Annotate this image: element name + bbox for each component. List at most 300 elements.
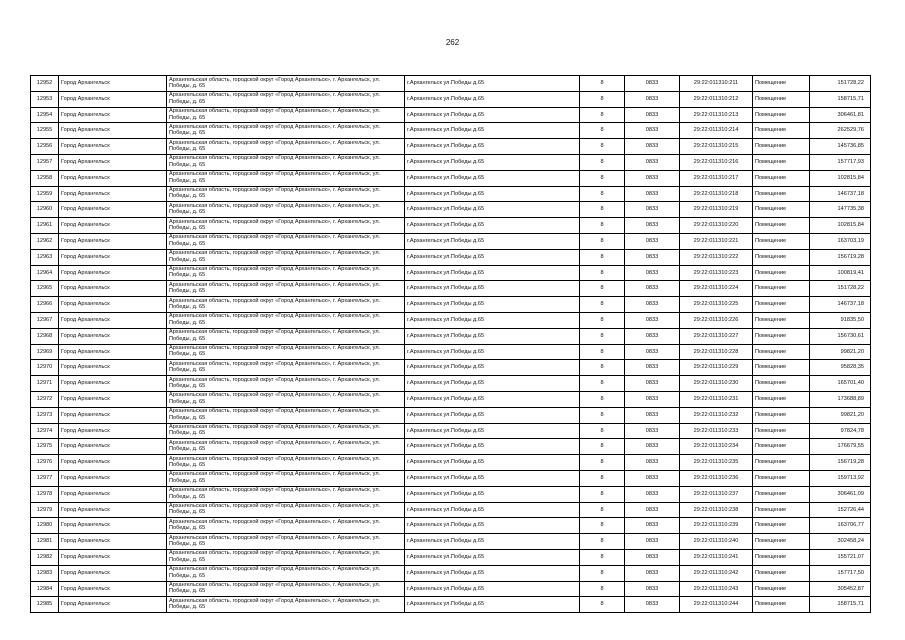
city-cell: Город Архангельск xyxy=(59,249,167,265)
row-number-cell: 12983 xyxy=(31,565,59,581)
cadastral-value-cell: 173688,89 xyxy=(810,391,871,407)
cadastral-number-cell: 29:22:011310:219 xyxy=(680,202,753,218)
code-cell: 0833 xyxy=(625,549,680,565)
short-address-cell: г.Архангельск ул.Победы д.65 xyxy=(405,518,580,534)
row-number-cell: 12957 xyxy=(31,154,59,170)
city-cell: Город Архангельск xyxy=(59,455,167,471)
cadastral-number-cell: 29:22:011310:234 xyxy=(680,439,753,455)
cadastral-number-cell: 29:22:011310:221 xyxy=(680,233,753,249)
cadastral-value-cell: 163703,19 xyxy=(810,233,871,249)
city-cell: Город Архангельск xyxy=(59,502,167,518)
table-row xyxy=(31,76,871,92)
floor-cell: 8 xyxy=(580,597,625,613)
cadastral-number-cell: 29:22:011310:226 xyxy=(680,312,753,328)
cadastral-value-cell: 152726,44 xyxy=(810,502,871,518)
row-number-cell: 12960 xyxy=(31,202,59,218)
cadastral-value-cell: 146737,18 xyxy=(810,186,871,202)
floor-cell: 8 xyxy=(580,107,625,123)
short-address-cell: г.Архангельск ул.Победы д.65 xyxy=(405,218,580,234)
city-cell: Город Архангельск xyxy=(59,107,167,123)
code-cell: 0833 xyxy=(625,107,680,123)
full-address-cell: Архангельская область, городской округ «Город Архангельск», г. Архангельск, ул. Победы, д. 65 xyxy=(167,423,405,439)
short-address-cell: г.Архангельск ул.Победы д.65 xyxy=(405,502,580,518)
city-cell: Город Архангельск xyxy=(59,391,167,407)
row-number-cell: 12969 xyxy=(31,344,59,360)
row-number-cell: 12975 xyxy=(31,439,59,455)
floor-cell: 8 xyxy=(580,123,625,139)
table-row xyxy=(31,407,871,423)
full-address-cell: Архангельская область, городской округ «Город Архангельск», г. Архангельск, ул. Победы, д. 65 xyxy=(167,391,405,407)
full-address-cell: Архангельская область, городской округ «Город Архангельск», г. Архангельск, ул. Победы, д. 65 xyxy=(167,407,405,423)
cadastral-number-cell: 29:22:011310:230 xyxy=(680,376,753,392)
code-cell: 0833 xyxy=(625,139,680,155)
row-number-cell: 12979 xyxy=(31,502,59,518)
full-address-cell: Архангельская область, городской округ «Город Архангельск», г. Архангельск, ул. Победы, д. 65 xyxy=(167,170,405,186)
cadastral-number-cell: 29:22:011310:227 xyxy=(680,328,753,344)
cadastral-value-cell: 145736,85 xyxy=(810,139,871,155)
table-row xyxy=(31,154,871,170)
city-cell: Город Архангельск xyxy=(59,470,167,486)
full-address-cell: Архангельская область, городской округ «Город Архангельск», г. Архангельск, ул. Победы, д. 65 xyxy=(167,312,405,328)
floor-cell: 8 xyxy=(580,154,625,170)
cadastral-number-cell: 29:22:011310:218 xyxy=(680,186,753,202)
table-row xyxy=(31,502,871,518)
full-address-cell: Архангельская область, городской округ «Город Архангельск», г. Архангельск, ул. Победы, д. 65 xyxy=(167,549,405,565)
city-cell: Город Архангельск xyxy=(59,233,167,249)
cadastral-value-cell: 156719,28 xyxy=(810,249,871,265)
cadastral-value-cell: 159713,92 xyxy=(810,470,871,486)
code-cell: 0833 xyxy=(625,344,680,360)
code-cell: 0833 xyxy=(625,597,680,613)
row-number-cell: 12982 xyxy=(31,549,59,565)
table-row xyxy=(31,455,871,471)
floor-cell: 8 xyxy=(580,391,625,407)
cadastral-value-cell: 156730,61 xyxy=(810,328,871,344)
short-address-cell: г.Архангельск ул.Победы д.65 xyxy=(405,202,580,218)
floor-cell: 8 xyxy=(580,518,625,534)
table-row xyxy=(31,344,871,360)
object-type-cell: Помещение xyxy=(753,581,810,597)
floor-cell: 8 xyxy=(580,455,625,471)
code-cell: 0833 xyxy=(625,186,680,202)
short-address-cell: г.Архангельск ул.Победы д.65 xyxy=(405,123,580,139)
floor-cell: 8 xyxy=(580,407,625,423)
cadastral-number-cell: 29:22:011310:220 xyxy=(680,218,753,234)
table-row xyxy=(31,597,871,613)
table-row xyxy=(31,439,871,455)
city-cell: Город Архангельск xyxy=(59,91,167,107)
row-number-cell: 12970 xyxy=(31,360,59,376)
cadastral-number-cell: 29:22:011310:239 xyxy=(680,518,753,534)
cadastral-value-cell: 95828,35 xyxy=(810,360,871,376)
city-cell: Город Архангельск xyxy=(59,76,167,92)
object-type-cell: Помещение xyxy=(753,218,810,234)
floor-cell: 8 xyxy=(580,312,625,328)
row-number-cell: 12974 xyxy=(31,423,59,439)
cadastral-number-cell: 29:22:011310:217 xyxy=(680,170,753,186)
city-cell: Город Архангельск xyxy=(59,407,167,423)
cadastral-number-cell: 29:22:011310:240 xyxy=(680,534,753,550)
table-row xyxy=(31,170,871,186)
table-row xyxy=(31,297,871,313)
short-address-cell: г.Архангельск ул.Победы д.65 xyxy=(405,597,580,613)
cadastral-value-cell: 146737,18 xyxy=(810,297,871,313)
object-type-cell: Помещение xyxy=(753,439,810,455)
code-cell: 0833 xyxy=(625,202,680,218)
row-number-cell: 12981 xyxy=(31,534,59,550)
object-type-cell: Помещение xyxy=(753,486,810,502)
code-cell: 0833 xyxy=(625,455,680,471)
short-address-cell: г.Архангельск ул.Победы д.65 xyxy=(405,455,580,471)
object-type-cell: Помещение xyxy=(753,391,810,407)
short-address-cell: г.Архангельск ул.Победы д.65 xyxy=(405,391,580,407)
page-number: 262 xyxy=(445,38,460,47)
object-type-cell: Помещение xyxy=(753,170,810,186)
table-row xyxy=(31,312,871,328)
cadastral-number-cell: 29:22:011310:225 xyxy=(680,297,753,313)
full-address-cell: Архангельская область, городской округ «Город Архангельск», г. Архангельск, ул. Победы, д. 65 xyxy=(167,486,405,502)
table-row xyxy=(31,123,871,139)
object-type-cell: Помещение xyxy=(753,123,810,139)
cadastral-value-cell: 262529,76 xyxy=(810,123,871,139)
city-cell: Город Архангельск xyxy=(59,376,167,392)
floor-cell: 8 xyxy=(580,76,625,92)
table-row xyxy=(31,139,871,155)
full-address-cell: Архангельская область, городской округ «Город Архангельск», г. Архангельск, ул. Победы, д. 65 xyxy=(167,186,405,202)
city-cell: Город Архангельск xyxy=(59,486,167,502)
floor-cell: 8 xyxy=(580,281,625,297)
object-type-cell: Помещение xyxy=(753,502,810,518)
city-cell: Город Архангельск xyxy=(59,439,167,455)
table-row xyxy=(31,549,871,565)
object-type-cell: Помещение xyxy=(753,328,810,344)
code-cell: 0833 xyxy=(625,154,680,170)
short-address-cell: г.Архангельск ул.Победы д.65 xyxy=(405,265,580,281)
city-cell: Город Архангельск xyxy=(59,344,167,360)
floor-cell: 8 xyxy=(580,139,625,155)
city-cell: Город Архангельск xyxy=(59,265,167,281)
cadastral-value-cell: 306461,81 xyxy=(810,107,871,123)
full-address-cell: Архангельская область, городской округ «Город Архангельск», г. Архангельск, ул. Победы, д. 65 xyxy=(167,91,405,107)
row-number-cell: 12985 xyxy=(31,597,59,613)
cadastral-value-cell: 99821,20 xyxy=(810,344,871,360)
code-cell: 0833 xyxy=(625,312,680,328)
row-number-cell: 12977 xyxy=(31,470,59,486)
cadastral-number-cell: 29:22:011310:228 xyxy=(680,344,753,360)
cadastral-value-cell: 97824,78 xyxy=(810,423,871,439)
floor-cell: 8 xyxy=(580,549,625,565)
code-cell: 0833 xyxy=(625,534,680,550)
property-registry-table xyxy=(30,75,871,613)
cadastral-value-cell: 305452,87 xyxy=(810,581,871,597)
row-number-cell: 12973 xyxy=(31,407,59,423)
row-number-cell: 12952 xyxy=(31,76,59,92)
short-address-cell: г.Архангельск ул.Победы д.65 xyxy=(405,407,580,423)
full-address-cell: Архангельская область, городской округ «Город Архангельск», г. Архангельск, ул. Победы, д. 65 xyxy=(167,565,405,581)
object-type-cell: Помещение xyxy=(753,249,810,265)
code-cell: 0833 xyxy=(625,486,680,502)
table-row xyxy=(31,186,871,202)
object-type-cell: Помещение xyxy=(753,233,810,249)
city-cell: Город Архангельск xyxy=(59,218,167,234)
row-number-cell: 12984 xyxy=(31,581,59,597)
code-cell: 0833 xyxy=(625,391,680,407)
table-row xyxy=(31,360,871,376)
cadastral-number-cell: 29:22:011310:238 xyxy=(680,502,753,518)
full-address-cell: Архангельская область, городской округ «Город Архангельск», г. Архангельск, ул. Победы, д. 65 xyxy=(167,107,405,123)
full-address-cell: Архангельская область, городской округ «Город Архангельск», г. Архангельск, ул. Победы, д. 65 xyxy=(167,76,405,92)
city-cell: Город Архангельск xyxy=(59,170,167,186)
city-cell: Город Архангельск xyxy=(59,423,167,439)
full-address-cell: Архангельская область, городской округ «Город Архангельск», г. Архангельск, ул. Победы, д. 65 xyxy=(167,265,405,281)
cadastral-value-cell: 102815,84 xyxy=(810,218,871,234)
code-cell: 0833 xyxy=(625,265,680,281)
city-cell: Город Архангельск xyxy=(59,581,167,597)
code-cell: 0833 xyxy=(625,376,680,392)
short-address-cell: г.Архангельск ул.Победы д.65 xyxy=(405,154,580,170)
object-type-cell: Помещение xyxy=(753,281,810,297)
full-address-cell: Архангельская область, городской округ «Город Архангельск», г. Архангельск, ул. Победы, д. 65 xyxy=(167,154,405,170)
short-address-cell: г.Архангельск ул.Победы д.65 xyxy=(405,297,580,313)
code-cell: 0833 xyxy=(625,233,680,249)
cadastral-value-cell: 102815,84 xyxy=(810,170,871,186)
cadastral-value-cell: 163706,77 xyxy=(810,518,871,534)
cadastral-value-cell: 91835,50 xyxy=(810,312,871,328)
object-type-cell: Помещение xyxy=(753,565,810,581)
short-address-cell: г.Архангельск ул.Победы д.65 xyxy=(405,534,580,550)
object-type-cell: Помещение xyxy=(753,423,810,439)
table-row xyxy=(31,376,871,392)
cadastral-number-cell: 29:22:011310:236 xyxy=(680,470,753,486)
short-address-cell: г.Архангельск ул.Победы д.65 xyxy=(405,486,580,502)
object-type-cell: Помещение xyxy=(753,470,810,486)
floor-cell: 8 xyxy=(580,423,625,439)
table-row xyxy=(31,518,871,534)
cadastral-number-cell: 29:22:011310:223 xyxy=(680,265,753,281)
short-address-cell: г.Архангельск ул.Победы д.65 xyxy=(405,107,580,123)
cadastral-number-cell: 29:22:011310:235 xyxy=(680,455,753,471)
cadastral-value-cell: 165701,40 xyxy=(810,376,871,392)
full-address-cell: Архангельская область, городской округ «Город Архангельск», г. Архангельск, ул. Победы, д. 65 xyxy=(167,455,405,471)
row-number-cell: 12963 xyxy=(31,249,59,265)
row-number-cell: 12954 xyxy=(31,107,59,123)
cadastral-value-cell: 151728,22 xyxy=(810,76,871,92)
code-cell: 0833 xyxy=(625,423,680,439)
cadastral-number-cell: 29:22:011310:224 xyxy=(680,281,753,297)
full-address-cell: Архангельская область, городской округ «Город Архангельск», г. Архангельск, ул. Победы, д. 65 xyxy=(167,139,405,155)
cadastral-number-cell: 29:22:011310:212 xyxy=(680,91,753,107)
short-address-cell: г.Архангельск ул.Победы д.65 xyxy=(405,549,580,565)
code-cell: 0833 xyxy=(625,91,680,107)
full-address-cell: Архангельская область, городской округ «Город Архангельск», г. Архангельск, ул. Победы, д. 65 xyxy=(167,249,405,265)
object-type-cell: Помещение xyxy=(753,265,810,281)
table-row xyxy=(31,470,871,486)
table-row xyxy=(31,218,871,234)
cadastral-number-cell: 29:22:011310:229 xyxy=(680,360,753,376)
floor-cell: 8 xyxy=(580,186,625,202)
cadastral-number-cell: 29:22:011310:237 xyxy=(680,486,753,502)
cadastral-number-cell: 29:22:011310:233 xyxy=(680,423,753,439)
full-address-cell: Архангельская область, городской округ «Город Архангельск», г. Архангельск, ул. Победы, д. 65 xyxy=(167,534,405,550)
row-number-cell: 12978 xyxy=(31,486,59,502)
short-address-cell: г.Архангельск ул.Победы д.65 xyxy=(405,581,580,597)
cadastral-value-cell: 158715,71 xyxy=(810,597,871,613)
short-address-cell: г.Архангельск ул.Победы д.65 xyxy=(405,76,580,92)
cadastral-value-cell: 157717,93 xyxy=(810,154,871,170)
row-number-cell: 12962 xyxy=(31,233,59,249)
full-address-cell: Архангельская область, городской округ «Город Архангельск», г. Архангельск, ул. Победы, д. 65 xyxy=(167,502,405,518)
floor-cell: 8 xyxy=(580,344,625,360)
table-row xyxy=(31,328,871,344)
city-cell: Город Архангельск xyxy=(59,281,167,297)
short-address-cell: г.Архангельск ул.Победы д.65 xyxy=(405,91,580,107)
object-type-cell: Помещение xyxy=(753,455,810,471)
full-address-cell: Архангельская область, городской округ «Город Архангельск», г. Архангельск, ул. Победы, д. 65 xyxy=(167,123,405,139)
floor-cell: 8 xyxy=(580,265,625,281)
floor-cell: 8 xyxy=(580,581,625,597)
cadastral-number-cell: 29:22:011310:231 xyxy=(680,391,753,407)
object-type-cell: Помещение xyxy=(753,202,810,218)
cadastral-value-cell: 158715,71 xyxy=(810,91,871,107)
full-address-cell: Архангельская область, городской округ «Город Архангельск», г. Архангельск, ул. Победы, д. 65 xyxy=(167,360,405,376)
short-address-cell: г.Архангельск ул.Победы д.65 xyxy=(405,139,580,155)
short-address-cell: г.Архангельск ул.Победы д.65 xyxy=(405,360,580,376)
cadastral-value-cell: 155721,07 xyxy=(810,549,871,565)
cadastral-value-cell: 176679,55 xyxy=(810,439,871,455)
object-type-cell: Помещение xyxy=(753,154,810,170)
floor-cell: 8 xyxy=(580,534,625,550)
table-body xyxy=(31,76,871,613)
row-number-cell: 12968 xyxy=(31,328,59,344)
object-type-cell: Помещение xyxy=(753,518,810,534)
short-address-cell: г.Архангельск ул.Победы д.65 xyxy=(405,423,580,439)
full-address-cell: Архангельская область, городской округ «Город Архангельск», г. Архангельск, ул. Победы, д. 65 xyxy=(167,281,405,297)
row-number-cell: 12966 xyxy=(31,297,59,313)
code-cell: 0833 xyxy=(625,170,680,186)
code-cell: 0833 xyxy=(625,502,680,518)
object-type-cell: Помещение xyxy=(753,360,810,376)
code-cell: 0833 xyxy=(625,439,680,455)
cadastral-number-cell: 29:22:011310:241 xyxy=(680,549,753,565)
short-address-cell: г.Архангельск ул.Победы д.65 xyxy=(405,186,580,202)
cadastral-number-cell: 29:22:011310:243 xyxy=(680,581,753,597)
city-cell: Город Архангельск xyxy=(59,186,167,202)
full-address-cell: Архангельская область, городской округ «Город Архангельск», г. Архангельск, ул. Победы, д. 65 xyxy=(167,376,405,392)
object-type-cell: Помещение xyxy=(753,91,810,107)
row-number-cell: 12971 xyxy=(31,376,59,392)
table-row xyxy=(31,281,871,297)
full-address-cell: Архангельская область, городской округ «Город Архангельск», г. Архангельск, ул. Победы, д. 65 xyxy=(167,439,405,455)
table-row xyxy=(31,249,871,265)
table-row xyxy=(31,423,871,439)
object-type-cell: Помещение xyxy=(753,344,810,360)
cadastral-value-cell: 151728,22 xyxy=(810,281,871,297)
code-cell: 0833 xyxy=(625,470,680,486)
short-address-cell: г.Архангельск ул.Победы д.65 xyxy=(405,439,580,455)
short-address-cell: г.Архангельск ул.Победы д.65 xyxy=(405,565,580,581)
code-cell: 0833 xyxy=(625,218,680,234)
floor-cell: 8 xyxy=(580,91,625,107)
object-type-cell: Помещение xyxy=(753,297,810,313)
floor-cell: 8 xyxy=(580,249,625,265)
code-cell: 0833 xyxy=(625,360,680,376)
floor-cell: 8 xyxy=(580,470,625,486)
cadastral-number-cell: 29:22:011310:216 xyxy=(680,154,753,170)
cadastral-number-cell: 29:22:011310:214 xyxy=(680,123,753,139)
row-number-cell: 12955 xyxy=(31,123,59,139)
short-address-cell: г.Архангельск ул.Победы д.65 xyxy=(405,376,580,392)
object-type-cell: Помещение xyxy=(753,139,810,155)
table-row xyxy=(31,391,871,407)
object-type-cell: Помещение xyxy=(753,376,810,392)
full-address-cell: Архангельская область, городской округ «Город Архангельск», г. Архангельск, ул. Победы, д. 65 xyxy=(167,344,405,360)
floor-cell: 8 xyxy=(580,376,625,392)
floor-cell: 8 xyxy=(580,439,625,455)
city-cell: Город Архангельск xyxy=(59,518,167,534)
row-number-cell: 12958 xyxy=(31,170,59,186)
floor-cell: 8 xyxy=(580,502,625,518)
code-cell: 0833 xyxy=(625,76,680,92)
row-number-cell: 12972 xyxy=(31,391,59,407)
floor-cell: 8 xyxy=(580,218,625,234)
full-address-cell: Архангельская область, городской округ «Город Архангельск», г. Архангельск, ул. Победы, д. 65 xyxy=(167,233,405,249)
code-cell: 0833 xyxy=(625,407,680,423)
full-address-cell: Архангельская область, городской округ «Город Архангельск», г. Архангельск, ул. Победы, д. 65 xyxy=(167,518,405,534)
cadastral-number-cell: 29:22:011310:222 xyxy=(680,249,753,265)
short-address-cell: г.Архангельск ул.Победы д.65 xyxy=(405,233,580,249)
row-number-cell: 12953 xyxy=(31,91,59,107)
short-address-cell: г.Архангельск ул.Победы д.65 xyxy=(405,249,580,265)
object-type-cell: Помещение xyxy=(753,597,810,613)
table-row xyxy=(31,233,871,249)
object-type-cell: Помещение xyxy=(753,107,810,123)
city-cell: Город Архангельск xyxy=(59,565,167,581)
cadastral-number-cell: 29:22:011310:211 xyxy=(680,76,753,92)
floor-cell: 8 xyxy=(580,297,625,313)
city-cell: Город Архангельск xyxy=(59,360,167,376)
code-cell: 0833 xyxy=(625,565,680,581)
row-number-cell: 12964 xyxy=(31,265,59,281)
row-number-cell: 12980 xyxy=(31,518,59,534)
full-address-cell: Архангельская область, городской округ «Город Архангельск», г. Архангельск, ул. Победы, д. 65 xyxy=(167,297,405,313)
cadastral-number-cell: 29:22:011310:215 xyxy=(680,139,753,155)
table-row xyxy=(31,581,871,597)
floor-cell: 8 xyxy=(580,486,625,502)
row-number-cell: 12976 xyxy=(31,455,59,471)
cadastral-value-cell: 99821,20 xyxy=(810,407,871,423)
short-address-cell: г.Архангельск ул.Победы д.65 xyxy=(405,344,580,360)
table-row xyxy=(31,265,871,281)
object-type-cell: Помещение xyxy=(753,76,810,92)
code-cell: 0833 xyxy=(625,123,680,139)
row-number-cell: 12956 xyxy=(31,139,59,155)
cadastral-number-cell: 29:22:011310:213 xyxy=(680,107,753,123)
object-type-cell: Помещение xyxy=(753,407,810,423)
object-type-cell: Помещение xyxy=(753,312,810,328)
city-cell: Город Архангельск xyxy=(59,123,167,139)
city-cell: Город Архангельск xyxy=(59,549,167,565)
code-cell: 0833 xyxy=(625,297,680,313)
table-row xyxy=(31,107,871,123)
full-address-cell: Архангельская область, городской округ «Город Архангельск», г. Архангельск, ул. Победы, д. 65 xyxy=(167,328,405,344)
cadastral-number-cell: 29:22:011310:232 xyxy=(680,407,753,423)
cadastral-number-cell: 29:22:011310:242 xyxy=(680,565,753,581)
floor-cell: 8 xyxy=(580,233,625,249)
cadastral-value-cell: 156719,28 xyxy=(810,455,871,471)
city-cell: Город Архангельск xyxy=(59,154,167,170)
full-address-cell: Архангельская область, городской округ «Город Архангельск», г. Архангельск, ул. Победы, д. 65 xyxy=(167,218,405,234)
short-address-cell: г.Архангельск ул.Победы д.65 xyxy=(405,281,580,297)
